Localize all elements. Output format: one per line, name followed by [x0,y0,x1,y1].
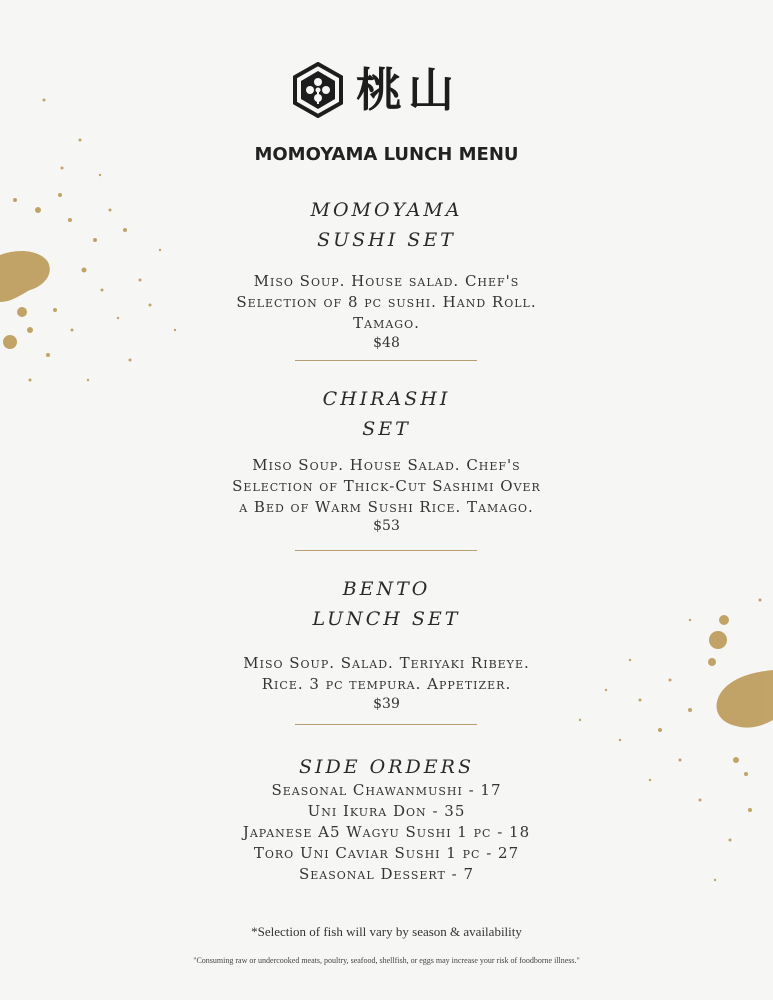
side-orders-title: SIDE ORDERS [299,756,474,778]
set-title: SUSHI SET [317,229,456,251]
set-title: LUNCH SET [312,608,461,630]
set-title: CHIRASHI [322,388,451,410]
restaurant-logo [290,60,500,120]
side-order-item: Toro Uni Caviar Sushi 1 pc - 27 [253,844,520,862]
set-price: $39 [373,696,400,712]
section-divider [295,550,477,551]
crest-icon [290,62,346,118]
set-description: Selection of 8 pc sushi. Hand Roll. [236,293,537,311]
set-description: Selection of Thick-Cut Sashimi Over [232,477,541,495]
side-order-item: Japanese A5 Wagyu Sushi 1 pc - 18 [242,823,531,841]
side-order-item: Uni Ikura Don - 35 [307,802,466,820]
set-description: a Bed of Warm Sushi Rice. Tamago. [239,498,534,516]
side-order-item: Seasonal Chawanmushi - 17 [271,781,502,799]
set-description: Miso Soup. House Salad. Chef's [252,456,521,474]
set-title: MOMOYAMA [310,199,463,221]
side-order-item: Seasonal Dessert - 7 [299,865,474,883]
set-description: Miso Soup. Salad. Teriyaki Ribeye. [243,654,530,672]
health-disclaimer: "Consuming raw or undercooked meats, poultry, seafood, shellfish, or eggs may increase your risk of foodborne illness." [193,956,580,965]
set-title: SET [362,418,411,440]
section-divider [295,360,477,361]
page-title: MOMOYAMA LUNCH MENU [254,144,519,165]
section-divider [295,724,477,725]
availability-footnote: *Selection of fish will vary by season & availability [251,924,522,939]
set-description: Rice. 3 pc tempura. Appetizer. [261,675,512,693]
set-price: $48 [373,335,400,351]
logo-text: 桃山 [356,63,460,117]
set-description: Miso Soup. House salad. Chef's [253,272,520,290]
set-price: $53 [373,518,400,534]
set-description: Tamago. [353,314,420,332]
set-title: BENTO [342,578,431,600]
